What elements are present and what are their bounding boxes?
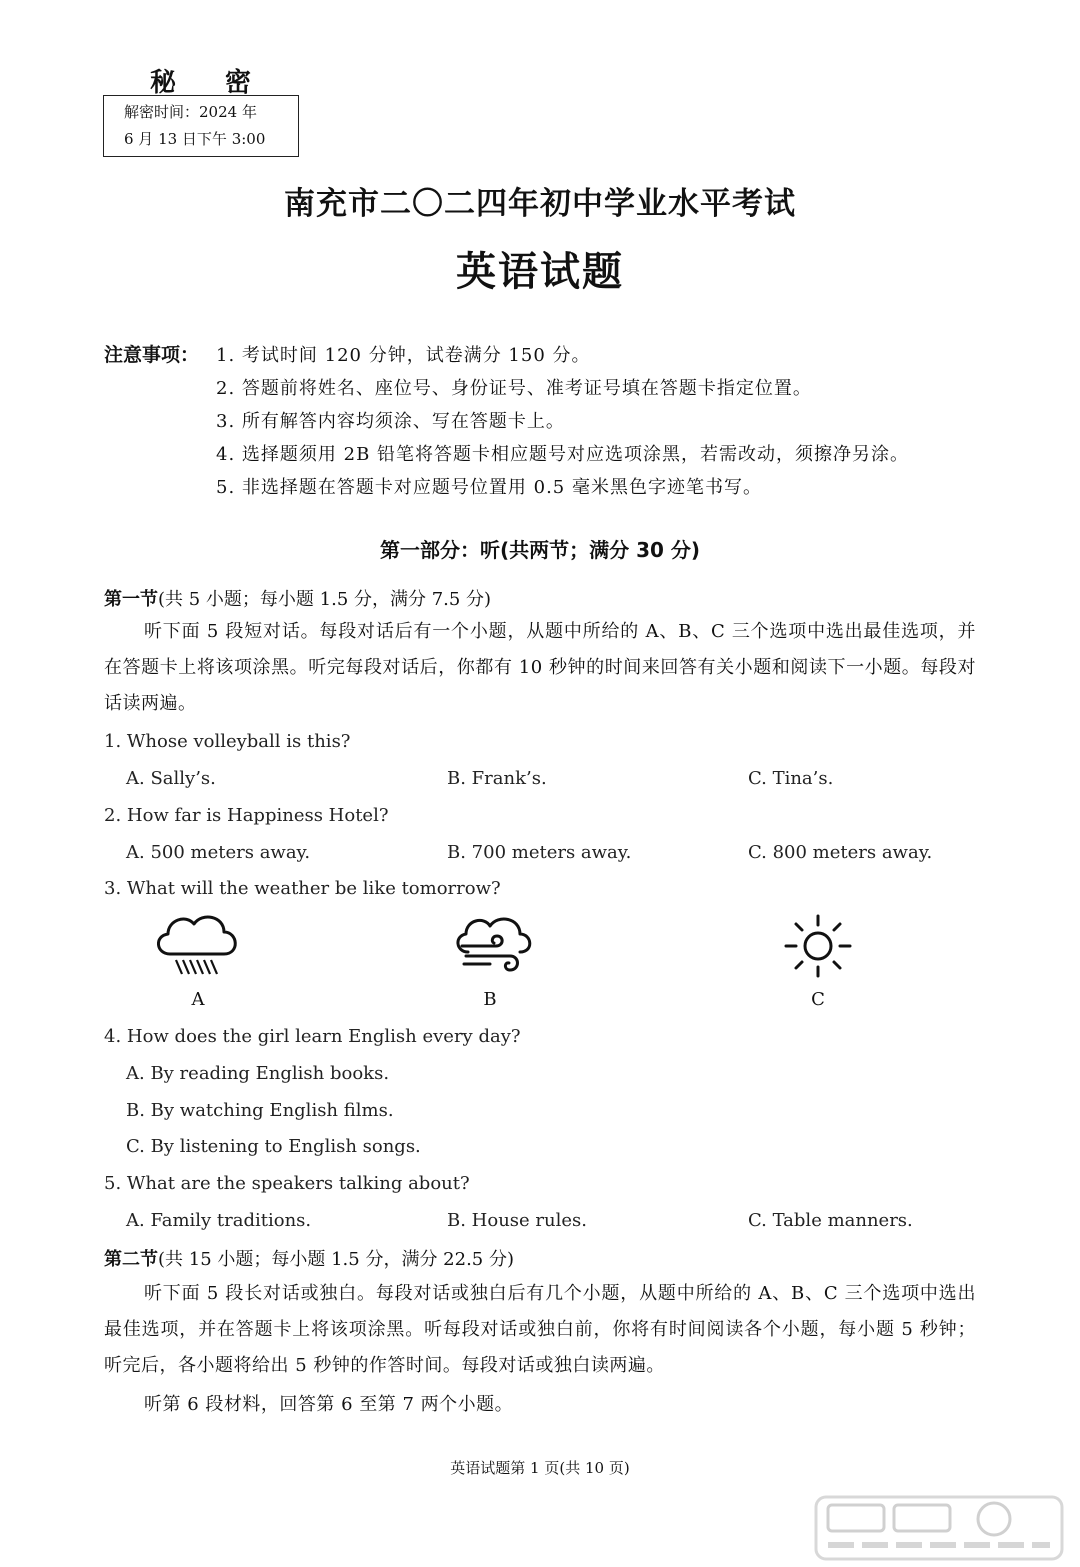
question-2-option-a: A. 500 meters away. (126, 842, 311, 863)
note-item-3: 3. 所有解答内容均须涂、写在答题卡上。 (216, 411, 565, 432)
question-1-option-c: C. Tina’s. (748, 768, 834, 789)
question-5-option-b: B. House rules. (447, 1210, 587, 1231)
section2-info: (共 15 小题；每小题 1.5 分，满分 22.5 分) (158, 1249, 514, 1270)
question-1-option-a: A. Sally’s. (126, 768, 216, 789)
question-4-option-a: A. By reading English books. (126, 1063, 390, 1084)
windy-cloud-icon (452, 912, 534, 978)
note-item-5: 5. 非选择题在答题卡对应题号位置用 0.5 毫米黑色字迹笔书写。 (216, 477, 762, 498)
section2-material: 听第 6 段材料，回答第 6 至第 7 两个小题。 (144, 1394, 514, 1415)
exam-title: 南充市二〇二四年初中学业水平考试 (284, 186, 796, 222)
declassify-time-box (103, 95, 299, 157)
note-item-1: 1. 考试时间 120 分钟，试卷满分 150 分。 (216, 345, 591, 366)
section1-info: (共 5 小题；每小题 1.5 分，满分 7.5 分) (158, 589, 492, 610)
section1-instructions: 听下面 5 段短对话。每段对话后有一个小题，从题中所给的 A、B、C 三个选项中选出最佳选项，并在答题卡上将该项涂黑。听完每段对话后，你都有 10 秒钟的时间来回答有关小题和阅读下一小题。每段对话读两遍。 (104, 621, 976, 714)
question-5-option-a: A. Family traditions. (126, 1210, 312, 1231)
question-1: 1. Whose volleyball is this? (104, 731, 351, 752)
section1-title (104, 585, 491, 611)
question-4-option-b: B. By watching English films. (126, 1100, 394, 1121)
question-2: 2. How far is Happiness Hotel? (104, 805, 389, 826)
declassify-time-line1: 解密时间：2024 年 (124, 103, 257, 121)
section2-label: 第二节 (104, 1249, 158, 1270)
question-2-option-c: C. 800 meters away. (748, 842, 933, 863)
question-5: 5. What are the speakers talking about? (104, 1173, 470, 1194)
question-3-option-b: B (483, 989, 497, 1010)
section1-label: 第一节 (104, 589, 158, 610)
question-3-option-a: A (191, 989, 205, 1010)
declassify-time-line2: 6 月 13 日下午 3:00 (124, 130, 266, 148)
exam-subtitle: 英语试题 (456, 249, 624, 295)
note-item-4: 4. 选择题须用 2B 铅笔将答题卡相应题号对应选项涂黑，若需改动，须擦净另涂。 (216, 444, 910, 465)
question-4: 4. How does the girl learn English every day? (104, 1026, 521, 1047)
part1-title: 第一部分：听(共两节；满分 30 分) (379, 538, 701, 562)
notes-label: 注意事项： (104, 344, 200, 366)
note-item-2: 2. 答题前将姓名、座位号、身份证号、准考证号填在答题卡指定位置。 (216, 378, 812, 399)
question-3-option-c: C (811, 989, 825, 1010)
page-footer: 英语试题第 1 页(共 10 页) (450, 1459, 630, 1477)
section2-instructions: 听下面 5 段长对话或独白。每段对话或独白后有几个小题，从题中所给的 A、B、C 三个选项中选出最佳选项，并在答题卡上将该项涂黑。听每段对话或独白前，你将有时间阅读各个小题，每小题 5 秒钟；听完后，各小题将给出 5 秒钟的作答时间。每段对话或独白读两遍。 (104, 1283, 976, 1376)
section2-title (104, 1245, 514, 1271)
question-1-option-b: B. Frank’s. (447, 768, 547, 789)
secret-label: 秘 密 (150, 68, 272, 98)
question-5-option-c: C. Table manners. (748, 1210, 913, 1231)
question-4-option-c: C. By listening to English songs. (126, 1136, 421, 1157)
question-3: 3. What will the weather be like tomorrow? (104, 878, 501, 899)
sun-icon (782, 912, 854, 980)
rain-cloud-icon (150, 908, 242, 986)
watermark-logo (814, 1493, 1064, 1563)
question-2-option-b: B. 700 meters away. (447, 842, 632, 863)
